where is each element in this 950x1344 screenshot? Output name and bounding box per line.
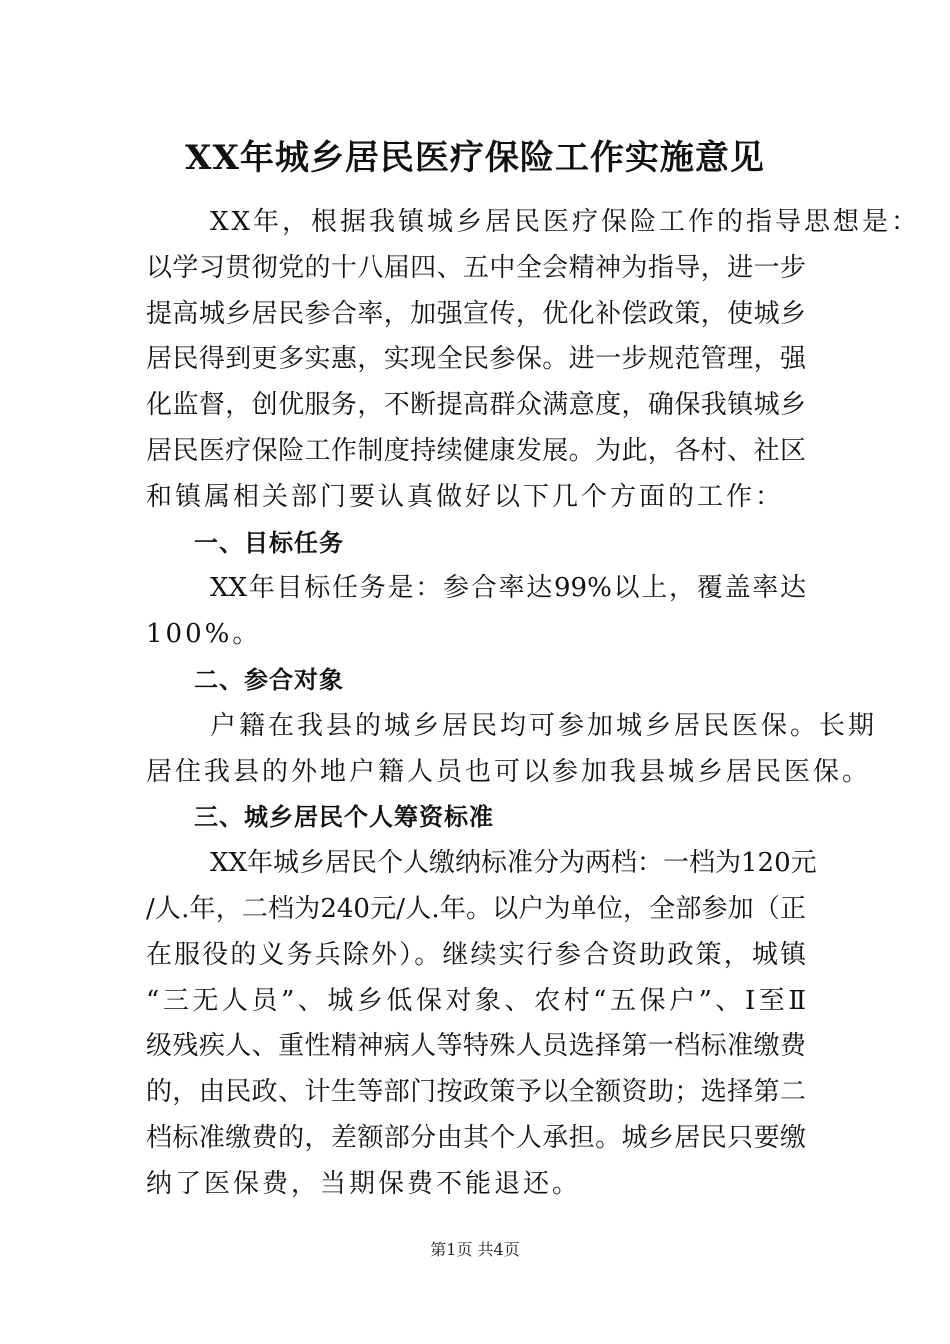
paragraph-line: XX年城乡居民个人缴纳标准分为两档：一档为120元 [210, 848, 817, 879]
paragraph-line: 居住我县的外地户籍人员也可以参加我县城乡居民医保。 [146, 756, 872, 787]
paragraph-line: “三无人员”、城乡低保对象、农村“五保户”、Ⅰ至Ⅱ [146, 985, 806, 1016]
paragraph-line: /人.年，二档为240元/人.年。以户为单位，全部参加（正 [146, 893, 806, 924]
paragraph-line: 户籍在我县的城乡居民均可参加城乡居民医保。长期 [210, 710, 878, 741]
paragraph-line: 档标准缴费的，差额部分由其个人承担。城乡居民只要缴 [146, 1122, 806, 1153]
paragraph-line: 纳了医保费，当期保费不能退还。 [146, 1168, 582, 1199]
paragraph-line: 和镇属相关部门要认真做好以下几个方面的工作： [146, 481, 785, 512]
paragraph-line: 化监督，创优服务，不断提高群众满意度，确保我镇城乡 [146, 390, 806, 421]
section-heading: 一、目标任务 [194, 528, 344, 557]
page-footer: 第1页 共4页 [430, 1240, 520, 1259]
paragraph-line: 以学习贯彻党的十八届四、五中全会精神为指导，进一步 [146, 252, 806, 283]
paragraph-line: 居民医疗保险工作制度持续健康发展。为此，各村、社区 [146, 435, 806, 466]
paragraph-line: XX年目标任务是：参合率达99%以上，覆盖率达 [210, 573, 806, 604]
paragraph-line: 100%。 [146, 619, 262, 650]
paragraph-line: 级残疾人、重性精神病人等特殊人员选择第一档标准缴费 [146, 1031, 806, 1062]
paragraph-line: 的，由民政、计生等部门按政策予以全额资助；选择第二 [146, 1077, 806, 1108]
document-body [146, 200, 921, 1208]
paragraph-line: XX年，根据我镇城乡居民医疗保险工作的指导思想是： [210, 207, 921, 237]
section-heading: 三、城乡居民个人筹资标准 [194, 803, 494, 832]
paragraph-line: 居民得到更多实惠，实现全民参保。进一步规范管理，强 [146, 344, 806, 375]
section-heading: 二、参合对象 [194, 665, 344, 694]
paragraph-line: 在服役的义务兵除外）。继续实行参合资助政策，城镇 [146, 939, 806, 970]
paragraph-line: 提高城乡居民参合率，加强宣传，优化补偿政策，使城乡 [146, 298, 806, 329]
document-title: XX年城乡居民医疗保险工作实施意见 [185, 138, 765, 178]
